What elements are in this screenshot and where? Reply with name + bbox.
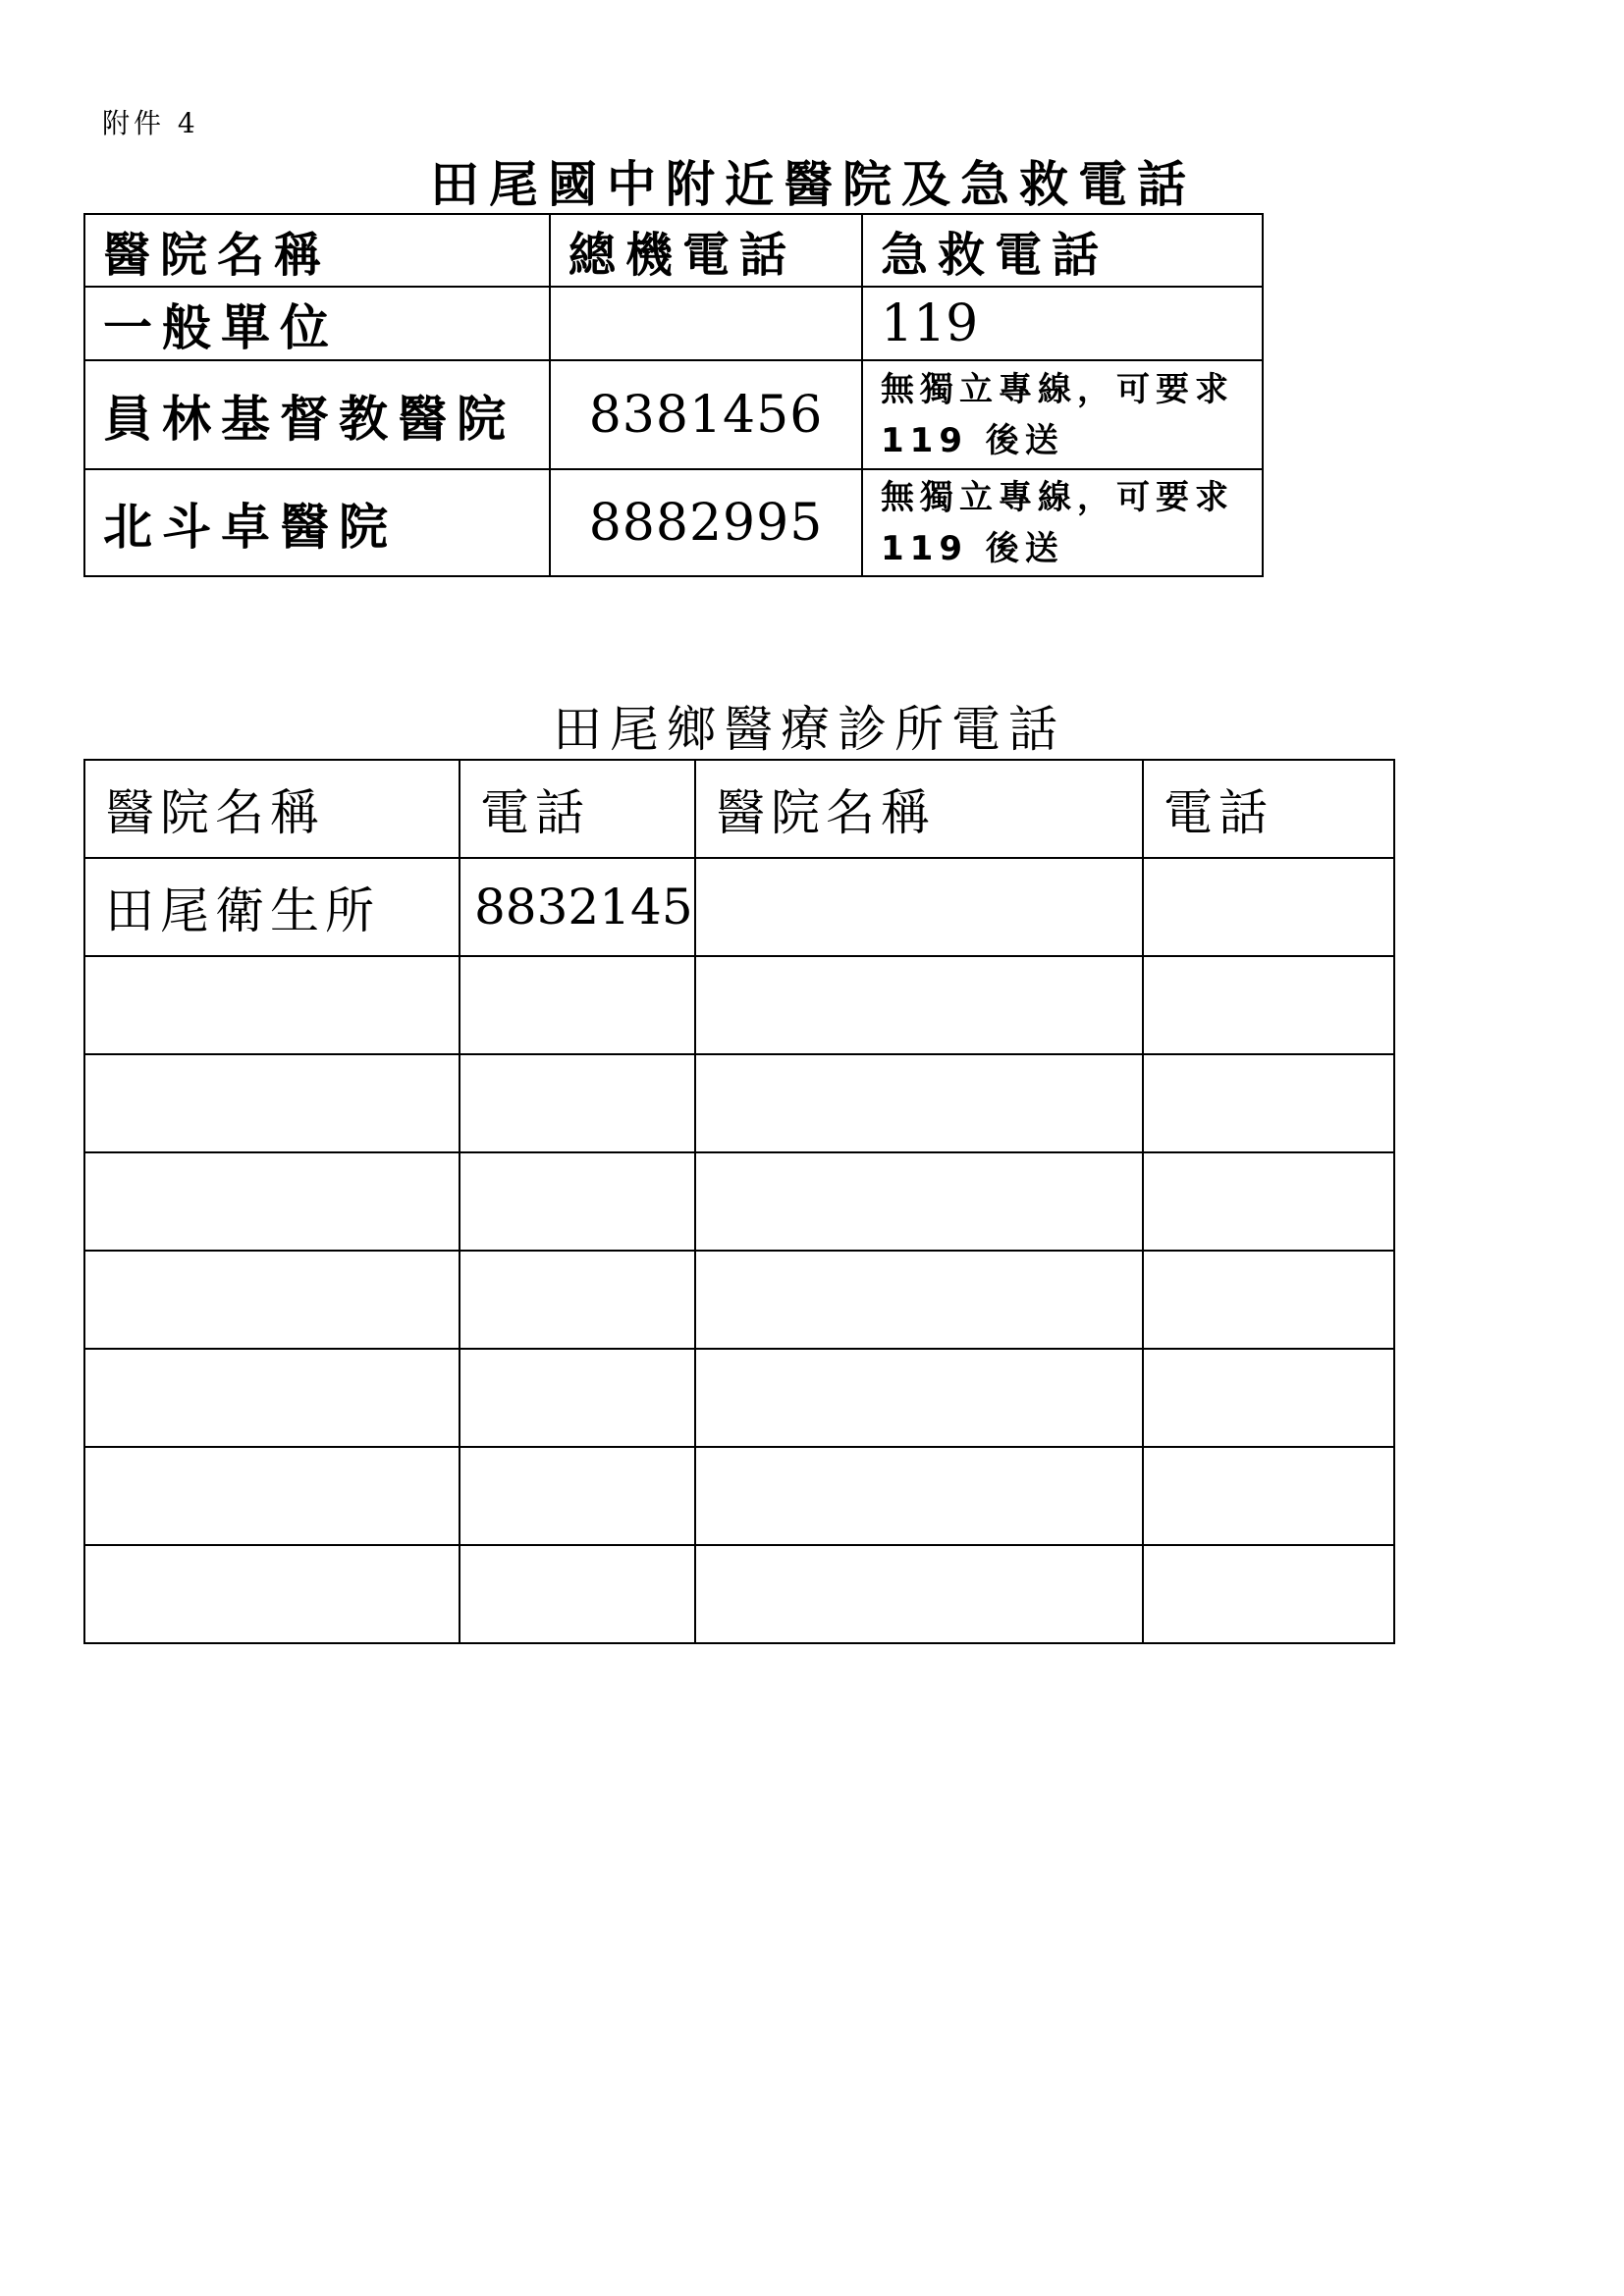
clinic-table-title: 田尾鄉醫療診所電話 (553, 701, 1065, 758)
clinic-phone (460, 1349, 695, 1447)
table-row (84, 1545, 1394, 1643)
clinic-phone (1143, 956, 1394, 1054)
clinic-name (695, 1152, 1143, 1251)
clinic-phone (1143, 1152, 1394, 1251)
table-row (84, 1349, 1394, 1447)
clinic-phone (460, 1545, 695, 1643)
clinic-name (695, 1054, 1143, 1152)
clinic-phone (1143, 1349, 1394, 1447)
clinic-name (84, 1152, 460, 1251)
main-phone: 8882995 (550, 469, 862, 576)
table-row (84, 1152, 1394, 1251)
main-phone (550, 287, 862, 360)
emergency-note: 無獨立專線，可要求 119 後送 (862, 469, 1263, 576)
hospital-emergency-table (83, 213, 1264, 577)
header-emergency-phone: 急救電話 (862, 214, 1263, 287)
table-row (84, 1447, 1394, 1545)
clinic-phone (1143, 1251, 1394, 1349)
header-main-phone: 總機電話 (550, 214, 862, 287)
clinic-phone (460, 1054, 695, 1152)
table-row (84, 360, 1263, 469)
clinic-phone (460, 1152, 695, 1251)
clinic-phone (460, 1447, 695, 1545)
header-phone: 電話 (1143, 760, 1394, 858)
hospital-name: 員林基督教醫院 (84, 360, 550, 469)
table-header-row (84, 214, 1263, 287)
clinic-name: 田尾衛生所 (84, 858, 460, 956)
header-clinic-name: 醫院名稱 (84, 760, 460, 858)
clinic-name (695, 858, 1143, 956)
clinic-name (695, 956, 1143, 1054)
clinic-phone (1143, 1054, 1394, 1152)
clinic-name (695, 1251, 1143, 1349)
table-header-row (84, 760, 1394, 858)
table-row (84, 469, 1263, 576)
hospital-name: 北斗卓醫院 (84, 469, 550, 576)
emergency-note: 無獨立專線，可要求 119 後送 (862, 360, 1263, 469)
clinic-name (695, 1349, 1143, 1447)
clinic-name (84, 956, 460, 1054)
header-hospital-name: 醫院名稱 (84, 214, 550, 287)
table-row (84, 1054, 1394, 1152)
clinic-phone (1143, 858, 1394, 956)
main-phone: 8381456 (550, 360, 862, 469)
clinic-name (695, 1447, 1143, 1545)
table-row (84, 287, 1263, 360)
clinic-name (84, 1545, 460, 1643)
clinic-name (695, 1545, 1143, 1643)
attachment-label: 附件 4 (102, 107, 199, 139)
hospital-name: 一般單位 (84, 287, 550, 360)
clinic-phone (1143, 1545, 1394, 1643)
hospital-table-title: 田尾國中附近醫院及急救電話 (430, 156, 1196, 213)
emergency-phone: 119 (862, 287, 1263, 360)
table-row (84, 956, 1394, 1054)
clinic-phone: 8832145 (460, 858, 695, 956)
clinic-name (84, 1251, 460, 1349)
clinic-phone-table (83, 759, 1395, 1644)
clinic-name (84, 1349, 460, 1447)
table-row (84, 858, 1394, 956)
header-clinic-name: 醫院名稱 (695, 760, 1143, 858)
clinic-phone (460, 956, 695, 1054)
clinic-name (84, 1447, 460, 1545)
clinic-name (84, 1054, 460, 1152)
clinic-phone (460, 1251, 695, 1349)
header-phone: 電話 (460, 760, 695, 858)
clinic-phone (1143, 1447, 1394, 1545)
table-row (84, 1251, 1394, 1349)
